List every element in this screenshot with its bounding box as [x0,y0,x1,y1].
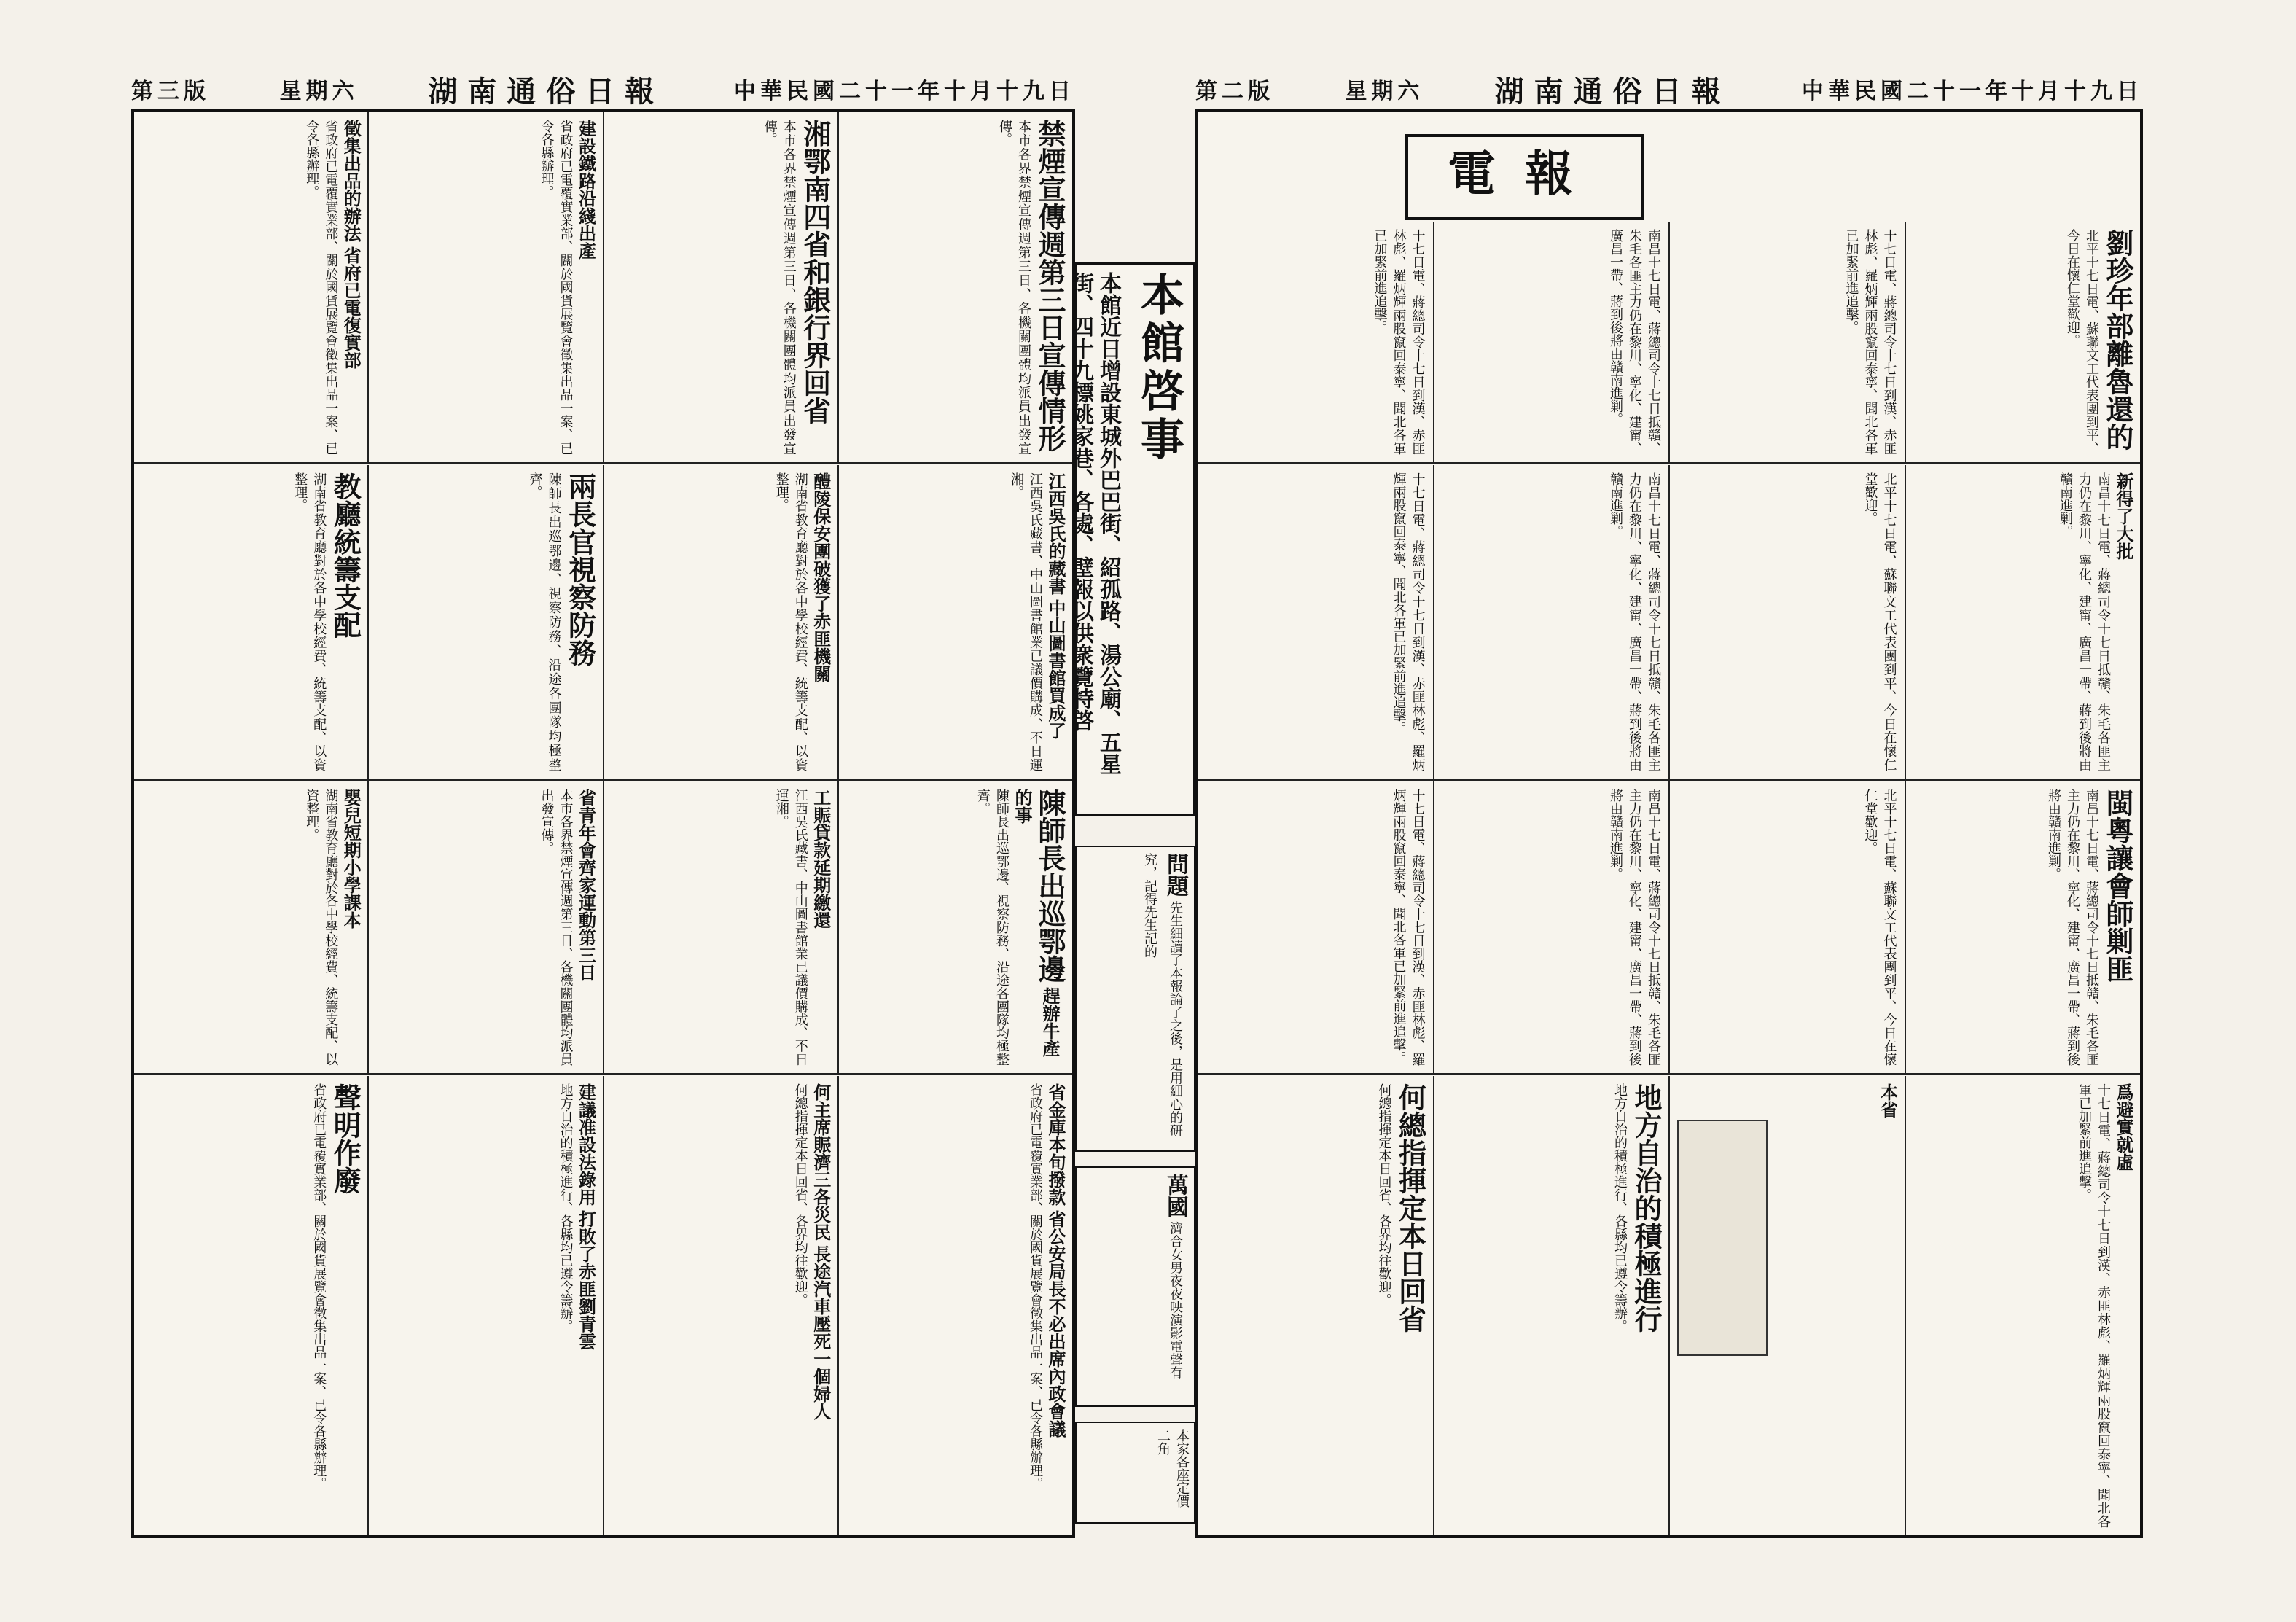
left-text-9: 陳師長出巡鄂邊、視察防務、沿途各團隊均極整齊。 [975,789,1010,1066]
left-headline-14: 省青年會齊家運動第三日 [575,789,597,981]
left-headline-2: 湘鄂南四省和銀行界回省 [798,120,832,424]
ad-question-title: 問題 [1163,853,1188,897]
left-headline-18: 建議准設法錄用 [575,1083,597,1206]
right-bottom-band [1198,1076,2140,1535]
right-text-12: 十七日電、蔣總司令十七日到漢、赤匪林彪、羅炳輝兩股竄回泰寧、聞北各軍已加緊前進追擊。 [1391,789,1426,1066]
left-text-10: 江西吳氏藏書、中山圖書館業已議價購成、不日運湘。 [773,789,808,1066]
right-col-2 [1668,222,1905,462]
left-col-10 [603,781,837,1073]
left-sheet: 第三版 [131,79,210,104]
left-headline-15: 嬰兒短期小學課本 [340,789,362,929]
right-headline-3: 新得了大批 [2113,472,2134,560]
right-col-12 [1198,781,1433,1073]
left-text-14: 何總指揮定本日回省、各界均往歡迎。 [792,1083,808,1306]
left-headline-17: 何主席賑濟三各災民 [810,1083,832,1241]
notice-title: 本館啓事 [1133,272,1184,464]
left-page [131,109,1075,1538]
right-headline-4: 閩粵讓會師剿匪 [2101,789,2134,983]
right-headline-1: 劉珍年部離魯還的 [2101,229,2134,451]
left-headline-5: 教廳統籌支配 [329,472,362,639]
left-rule-3 [134,1073,1072,1075]
right-text-7: 南昌十七日電、蔣總司令十七日抵贛、朱毛各匪主力仍在黎川、寧化、建甯、廣昌一帶、蔣到後將由贛南進剿。 [1608,472,1661,771]
left-text-2: 本市各界禁煙宣傳週第三日、各機關團體均派員出發宣傳。 [762,120,797,455]
right-text-5: 南昌十七日電、蔣總司令十七日抵贛、朱毛各匪主力仍在黎川、寧化、建甯、廣昌一帶、蔣到後將由贛南進剿。 [2058,472,2111,771]
left-col-2 [603,112,837,462]
left-headline-21: 聲明作廢 [329,1083,362,1194]
right-lower-band [1198,781,2140,1073]
left-headline-16: 省金庫本旬撥款 [1045,1083,1066,1206]
left-text-5: 江西吳氏藏書、中山圖書館業已議價購成、不日運湘。 [1009,472,1043,771]
left-col-16 [134,1076,367,1535]
ad-price [1075,1422,1195,1524]
left-col-14 [603,1076,837,1535]
right-sheet: 第二版 [1195,79,1274,104]
left-headline-9: 兩長官視察防務 [563,472,597,666]
ad-question-text: 先生細讀了本報論了之後，是用細心的研究，記得先生記的 [1142,853,1183,1137]
center-gutter [1068,109,1195,1538]
right-col-8 [1198,465,1433,779]
right-text-16: 何總指揮定本日回省、各界均往歡迎。 [1376,1083,1392,1306]
right-paper-name: 湖南通俗日報 [1494,74,1731,109]
ad-price-text: 本家各座定價二角 [1155,1429,1190,1508]
right-page [1195,109,2143,1538]
left-headline-6: 建設鐵路沿綫出產 [575,120,597,260]
left-rule-1 [134,462,1072,464]
left-col-1 [837,112,1072,462]
left-text-12: 湖南省教育廳對於各中學校經費、統籌支配、以資整理。 [304,789,339,1066]
right-headline-7: 爲避實就虛 [2113,1083,2134,1171]
right-col-11 [1433,781,1669,1073]
right-col-5 [1905,465,2141,779]
left-date: 中華民國二十一年十月十九日 [733,79,1075,104]
right-col-13 [1905,1076,2141,1535]
right-text-6: 北平十七日電、蘇聯文工代表團到平、今日在懷仁堂歡迎。 [1862,472,1897,771]
left-col-6 [603,465,837,779]
right-col-9 [1905,781,2141,1073]
right-text-2: 十七日電、蔣總司令十七日到漢、赤匪林彪、羅炳輝兩股竄回泰寧、聞北各軍已加緊前進追擊。 [1843,229,1897,455]
left-text-13: 省政府已電覆實業部、關於國貨展覽會徵集出品一案、已令各縣辦理。 [1028,1083,1043,1490]
left-text-16: 省政府已電覆實業部、關於國貨展覽會徵集出品一案、已令各縣辦理。 [311,1083,327,1490]
right-col-10 [1668,781,1905,1073]
left-headline-20: 長途汽車壓死一個婦人 [810,1244,832,1420]
right-text-10: 北平十七日電、蘇聯文工代表團到平、今日在懷仁堂歡迎。 [1862,789,1897,1066]
left-col-3 [367,112,602,462]
left-headline-12: 趕辦牛產的事 [1012,789,1061,1057]
right-col-6 [1668,465,1905,779]
ad-cinema-text: 濟合女男夜夜映演影電聲有 [1168,1221,1183,1379]
left-top-band [134,112,1072,462]
right-col-3 [1433,222,1669,462]
right-date: 中華民國二十一年十月十九日 [1801,79,2143,104]
left-text-11: 本市各界禁煙宣傳週第三日、各機關團體均派員出發宣傳。 [539,789,574,1066]
ad-question [1075,846,1195,1152]
right-col-15 [1433,1076,1669,1535]
left-col-13 [837,1076,1072,1535]
right-day: 星期六 [1345,79,1424,104]
left-rule-2 [134,779,1072,781]
left-col-8 [134,465,367,779]
left-lower-band [134,781,1072,1073]
right-text-13: 十七日電、蔣總司令十七日到漢、赤匪林彪、羅炳輝兩股竄回泰寧、聞北各軍已加緊前進追擊。 [2077,1083,2111,1528]
left-col-11 [367,781,602,1073]
ad-cinema-title: 萬國 [1163,1174,1188,1217]
right-rule-3 [1198,1073,2140,1075]
left-headline-3: 徵集出品的辦法 [340,120,362,242]
left-headline-7: 江西吳氏的藏書 [1045,472,1066,595]
right-col-4 [1198,222,1433,462]
left-headline-4: 省府已電復實部 [340,246,362,369]
left-col-12 [134,781,367,1073]
left-text-3: 省政府已電覆實業部、關於國貨展覽會徵集出品一案、已令各縣辦理。 [539,120,574,455]
right-text-15: 地方自治的積極進行、各縣均已遵令籌辦。 [1612,1083,1628,1333]
decorative-illustration [1677,1120,1768,1356]
left-col-15 [367,1076,602,1535]
left-col-5 [837,465,1072,779]
right-top-band [1198,222,2140,462]
left-headline-8: 中山圖書館買成了 [1045,598,1066,739]
left-text-7: 陳師長出巡鄂邊、視察防務、沿途各團隊均極整齊。 [527,472,562,771]
notice-box [1068,262,1195,816]
left-text-8: 湖南省教育廳對於各中學校經費、統籌支配、以資整理。 [292,472,327,771]
right-text-11: 南昌十七日電、蔣總司令十七日抵贛、朱毛各匪主力仍在黎川、寧化、建甯、廣昌一帶、蔣到後將由贛南進剿。 [1608,789,1661,1066]
left-col-7 [367,465,602,779]
right-middle-band [1198,465,2140,779]
right-text-4: 十七日電、蔣總司令十七日到漢、赤匪林彪、羅炳輝兩股竄回泰寧、聞北各軍已加緊前進追擊。 [1372,229,1426,455]
right-col-7 [1433,465,1669,779]
left-bottom-band [134,1076,1072,1535]
ad-cinema [1075,1166,1195,1407]
left-headline-22: 省公安局長不必出席內政會議 [1045,1209,1066,1438]
notice-body: 本館近日增設東城外巴巴街、紹孤路、湯公廟、五星街、四十九標姚家巷、各處、壁報以供衆覽特啓 [1068,272,1121,775]
right-rule-2 [1198,779,2140,781]
right-headline-5: 地方自治的積極進行 [1630,1083,1663,1333]
right-masthead [1195,73,2143,109]
left-paper-name: 湖南通俗日報 [428,74,665,109]
right-col-1 [1905,222,2141,462]
left-day: 星期六 [279,79,359,104]
left-text-4: 省政府已電覆實業部、關於國貨展覽會徵集出品一案、已令各縣辦理。 [304,120,339,455]
right-text-8: 十七日電、蔣總司令十七日到漢、赤匪林彪、羅炳輝兩股竄回泰寧、聞北各軍已加緊前進追擊。 [1391,472,1426,771]
left-text-15: 地方自治的積極進行、各縣均已遵令籌辦。 [558,1083,574,1333]
right-col-16 [1198,1076,1433,1535]
right-text-9: 南昌十七日電、蔣總司令十七日抵贛、朱毛各匪主力仍在黎川、寧化、建甯、廣昌一帶、蔣到後將由贛南進剿。 [2046,789,2099,1066]
left-headline-13: 工賑貸款延期繳還 [810,789,832,929]
right-col-14 [1668,1076,1905,1535]
left-text-1: 本市各界禁煙宣傳週第三日、各機關團體均派員出發宣傳。 [997,120,1031,455]
left-text-6: 湖南省教育廳對於各中學校經費、統籌支配、以資整理。 [773,472,808,771]
left-headline-11: 陳師長出巡鄂邊 [1034,789,1066,983]
left-headline-19: 打敗了赤匪劉青雲 [575,1209,597,1350]
left-col-4 [134,112,367,462]
right-rule-1 [1198,462,2140,464]
right-text-3: 南昌十七日電、蔣總司令十七日抵贛、朱毛各匪主力仍在黎川、寧化、建甯、廣昌一帶、蔣到後將由贛南進剿。 [1608,229,1661,455]
telegram-banner: 電報 [1405,134,1644,220]
right-text-1: 北平十七日電、蘇聯文工代表團到平、今日在懷仁堂歡迎。 [2065,229,2099,455]
left-headline-1: 禁煙宣傳週第三日宣傳情形 [1034,120,1066,452]
left-headline-10: 醴陵保安團破獲了赤匪機關 [810,472,832,682]
right-headline-8: 本省 [1877,1083,1899,1118]
left-col-9 [837,781,1072,1073]
right-headline-6: 何總指揮定本日回省 [1394,1083,1427,1333]
left-masthead [131,73,1075,109]
left-middle-band [134,465,1072,779]
